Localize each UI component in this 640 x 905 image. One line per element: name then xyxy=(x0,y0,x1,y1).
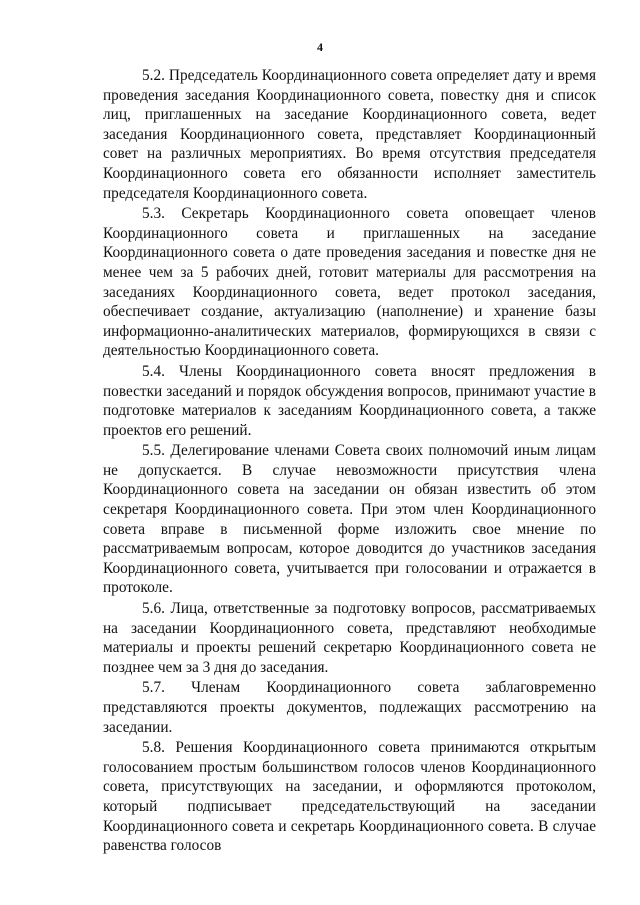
document-body xyxy=(103,66,596,856)
paragraph-5-5: 5.5. Делегирование членами Совета своих полномочий иным лицам не допускается. В случае невозможности присутствия члена Координационного совета на заседании он обязан известить об этом секретаря Координационного совета. При этом член Координационного совета вправе в письменной форме изложить свое мнение по рассматриваемым вопросам, которое доводится до участников заседания Координационного совета, учитывается при голосовании и отражается в протоколе. xyxy=(103,442,596,597)
paragraph-5-4: 5.4. Члены Координационного совета вносят предложения в повестки заседаний и порядок обсуждения вопросов, принимают участие в подготовке материалов к заседаниям Координационного совета, а также проектов его решений. xyxy=(103,362,596,439)
page-number: 4 xyxy=(317,40,323,54)
paragraph-5-8: 5.8. Решения Координационного совета принимаются открытым голосованием простым большинством голосов членов Координационного совета, присутствующих на заседании, и оформляются протоколом, который подписывает председательствующий на заседании Координационного совета и секретарь Координационного совета. В случае равенства голосов xyxy=(103,739,596,855)
paragraph-5-7: 5.7. Членам Координационного совета заблаговременно представляются проекты документов, подлежащих рассмотрению на заседании. xyxy=(103,679,596,736)
paragraph-5-3: 5.3. Секретарь Координационного совета оповещает членов Координационного совета и приглашенных на заседание Координационного совета о дате проведения заседания и повестке дня не менее чем за 5 рабочих дней, готовит материалы для рассмотрения на заседаниях Координационного совета, ведет протокол заседания, обеспечивает создание, актуализацию (наполнение) и хранение базы информационно-аналитических материалов, формирующихся в связи с деятельностью Координационного совета. xyxy=(103,205,596,360)
paragraph-5-6: 5.6. Лица, ответственные за подготовку вопросов, рассматриваемых на заседании Координационного совета, представляют необходимые материалы и проекты решений секретарю Координационного совета не позднее чем за 3 дня до заседания. xyxy=(103,600,596,676)
paragraph-5-2: 5.2. Председатель Координационного совета определяет дату и время проведения заседания Координационного совета, повестку дня и список лиц, приглашенных на заседание Координационного совета, ведет заседания Координационного совета, представляет Координационный совет на различных мероприятиях. Во время отсутствия председателя Координационного совета его обязанности исполняет заместитель председателя Координационного совета. xyxy=(103,67,596,202)
